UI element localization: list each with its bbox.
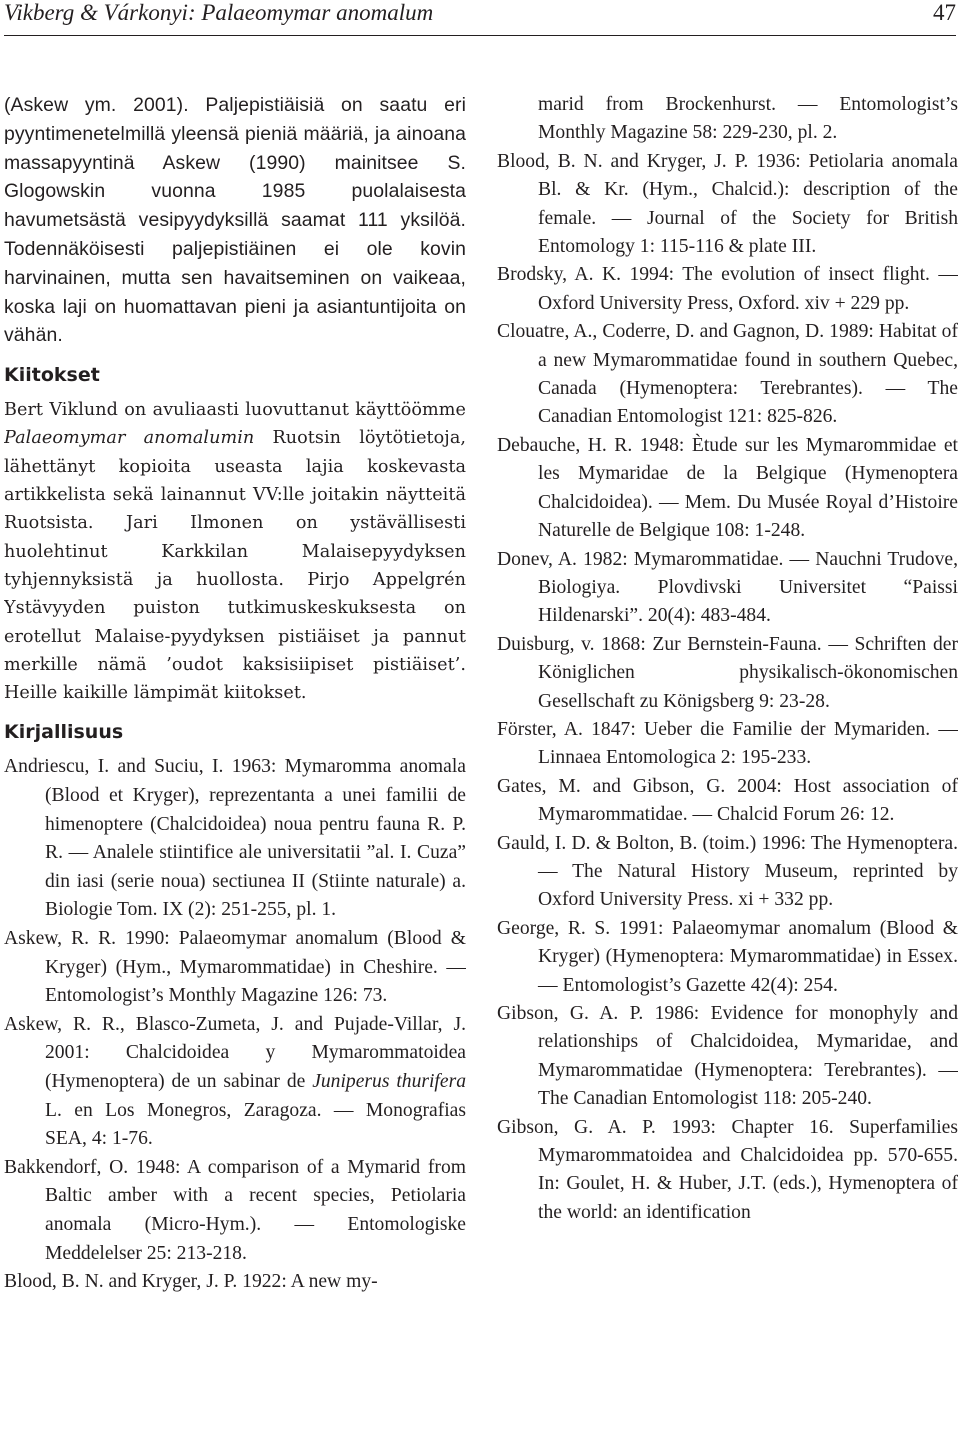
reference-item: George, R. S. 1991: Palaeomymar anomalum (Blood & Kryger) (Hymenoptera: Mymarommatidae) in Essex. — Entomologist’s Gazette 42(4): 254. xyxy=(497,917,958,996)
header-rule xyxy=(4,35,956,36)
reference-item: Gibson, G. A. P. 1993: Chapter 16. Superfamilies Mymarommatoidea and Chalcidoidea pp. 570-655. In: Goulet, H. & Huber, J.T. (eds.), Hymenoptera of the world: an identification xyxy=(497,1116,958,1223)
reference-item: Andriescu, I. and Suciu, I. 1963: Mymaromma anomala (Blood et Kryger), reprezentanta a unei familii de himenoptere (Chalcidoidea) noua pentru fauna R. P. R. — Analele stiintifice ale universitatii ”al. I. Cuza” din iasi (serie noua) sectiunea II (Stiinte naturale) a. Biologie Tom. IX (2): 251-255, pl. 1. xyxy=(4,756,466,921)
reference-item: Duisburg, v. 1868: Zur Bernstein-Fauna. — Schriften der Königlichen physikalisch-ökonomischen Gesellschaft zu Königsberg 9: 23-28. xyxy=(497,633,958,712)
species-name: Palaeomymar anomalumin xyxy=(4,428,255,449)
right-column xyxy=(497,91,958,1441)
reference-item: Gates, M. and Gibson, G. 2004: Host association of Mymarommatidae. — Chalcid Forum 26: 12. xyxy=(497,775,958,826)
reference-item: Gauld, I. D. & Bolton, B. (toim.) 1996: The Hymenoptera. — The Natural History Museum, reprinted by Oxford University Press. xi + 332 pp. xyxy=(497,832,958,911)
reference-item: Donev, A. 1982: Mymarommatidae. — Nauchni Trudove, Biologiya. Plovdivski Universitet “Paissi Hildenarski”. 20(4): 483-484. xyxy=(497,548,958,627)
acknowledgements-heading: Kiitokset xyxy=(4,364,100,387)
reference-item: Blood, B. N. and Kryger, J. P. 1936: Petiolaria anomala Bl. & Kr. (Hym., Chalcid.): description of the female. — Journal of the Society for British Entomology 1: 115-116 & plate III. xyxy=(497,150,958,258)
reference-continuation: marid from Brockenhurst. — Entomologist’s Monthly Magazine 58: 229-230, pl. 2. xyxy=(538,94,958,144)
reference-item: Gibson, G. A. P. 1986: Evidence for monophyly and relationships of Chalcidoidea, Mymaridae, and Mymarommatidae (Hymenoptera: Terebrantes). — The Canadian Entomologist 118: 205-240. xyxy=(497,1003,958,1110)
reference-text: Askew, R. R., Blasco-Zumeta, J. and Pujade-Villar, J. 2001: Chalcidoidea y Mymarommatoidea (Hymenoptera) de un sabinar de xyxy=(4,1013,466,1092)
acknowledgements-text-1: Bert Viklund on avuliaasti luovuttanut käyttöömme xyxy=(4,400,466,421)
reference-list-right xyxy=(497,91,958,1227)
reference-item: Askew, R. R. 1990: Palaeomymar anomalum (Blood & Kryger) (Hym., Mymarommatidae) in Cheshire. — Entomologist’s Monthly Magazine 126: 73. xyxy=(4,928,466,1007)
running-title: Vikberg & Várkonyi: Palaeomymar anomalum xyxy=(4,0,434,25)
running-head xyxy=(4,0,956,34)
reference-item: Brodsky, A. K. 1994: The evolution of insect flight. — Oxford University Press, Oxford. xiv + 229 pp. xyxy=(497,264,958,314)
reference-item: Förster, A. 1847: Ueber die Familie der Mymariden. — Linnaea Entomologica 2: 195-233. xyxy=(497,718,958,769)
intro-paragraph: (Askew ym. 2001). Paljepistiäisiä on saatu eri pyyntimenetelmillä yleensä pieniä määriä, ja ainoana massapyyntinä Askew (1990) mainitsee S. Glogowskin vuonna 1985 puolalaisesta havumetsästä vesipyydyksillä saamat 111 yksilöä. Todennäköisesti paljepistiäinen ei ole kovin harvinainen, mutta sen havaitseminen on vaikeaa, koska laji on huomattavan pieni ja asiantuntijoita on vähän. xyxy=(4,94,466,347)
left-column xyxy=(4,91,466,1441)
page-number: 47 xyxy=(933,0,956,25)
reference-item: Blood, B. N. and Kryger, J. P. 1922: A new my- xyxy=(4,1271,378,1293)
reference-text: L. en Los Monegros, Zaragoza. — Monografias SEA, 4: 1-76. xyxy=(45,1099,466,1150)
reference-item xyxy=(4,1011,466,1154)
acknowledgements-text-2: Ruotsin löytötietoja, lähettänyt kopioita useasta lajia koskevasta artikkelista sekä lainannut VV:lle joitakin näytteitä Ruotsista. Jari Ilmonen on ystävällisesti huolehtinut Karkkilan Malaisepyydyksen tyhjennyksistä ja huollosta. Pirjo Appelgrén Ystävyyden puiston tutkimuskeskuksesta on erotellut Malaise-pyydyksen pistiäiset ja pannut merkille nämä ’oudot kaksisiipiset pistiäiset’. Heille kaikille lämpimät kiitokset. xyxy=(4,428,466,704)
reference-item: Bakkendorf, O. 1948: A comparison of a Mymarid from Baltic amber with a recent species, Petiolaria anomala (Micro-Hym.). — Entomologiske Meddelelser 25: 213-218. xyxy=(4,1156,466,1264)
references-heading: Kirjallisuus xyxy=(4,721,124,744)
reference-item: Debauche, H. R. 1948: Ètude sur les Mymarommidae et les Mymaridae de la Belgique (Hymenoptera Chalcidoidea). — Mem. Du Musée Royal d’Histoire Naturelle de Belgique 108: 1-248. xyxy=(497,434,958,542)
species-name: Juniperus thurifera xyxy=(312,1070,466,1092)
reference-item: Clouatre, A., Coderre, D. and Gagnon, D. 1989: Habitat of a new Mymarommatidae found in southern Quebec, Canada (Hymenoptera: Terebrantes). — The Canadian Entomologist 121: 825-826. xyxy=(497,321,958,428)
acknowledgements-paragraph xyxy=(4,396,466,707)
reference-list-left xyxy=(4,753,466,1296)
